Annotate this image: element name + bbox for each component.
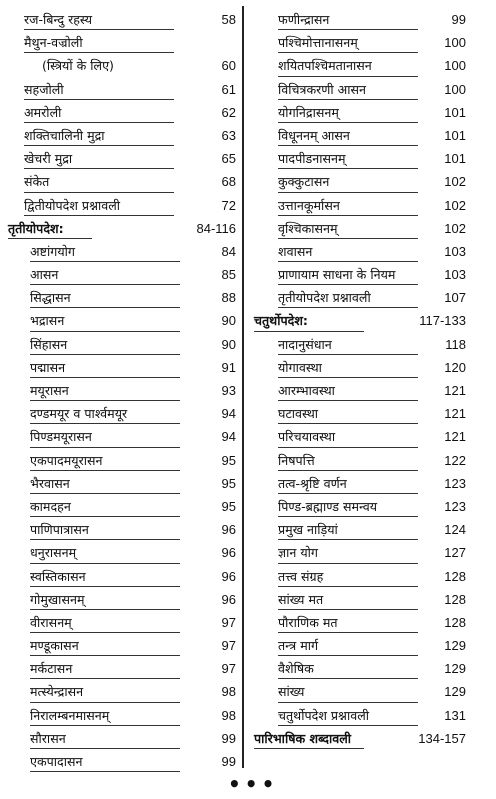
underline-rule [278,632,418,633]
toc-entry [8,240,236,263]
toc-entry [8,750,236,773]
underline-rule [30,678,180,679]
toc-entry-page: 99 [451,12,466,27]
toc-entry-title: पश्चिमोत्तानासनम् [278,35,358,51]
underline-rule [30,493,180,494]
toc-entry [254,425,466,448]
underline-rule [30,725,180,726]
toc-entry [8,263,236,286]
underline-rule [24,168,174,169]
toc-entry-title: सौरासन [30,730,66,746]
toc-entry [8,170,236,193]
toc-entry [8,54,236,77]
continuation-dots: ••• [228,772,279,796]
toc-entry-title: ज्ञान योग [278,545,318,561]
toc-entry [254,449,466,472]
toc-entry [254,170,466,193]
toc-entry [254,541,466,564]
underline-rule [278,470,418,471]
toc-right-column [254,8,466,750]
toc-entry [8,472,236,495]
toc-entry-page: 98 [221,707,236,723]
underline-rule [278,516,418,517]
toc-entry [8,727,236,750]
toc-entry-page: 121 [444,429,466,445]
underline-rule [254,748,364,749]
toc-entry-title: पादपीडनासनम् [278,151,346,167]
toc-entry [8,704,236,727]
toc-entry [254,402,466,425]
underline-rule [24,122,174,123]
toc-entry-page: 129 [444,684,466,700]
toc-entry-title: सांख्य मत [278,591,324,607]
underline-rule [278,168,418,169]
toc-entry-page: 93 [221,383,236,398]
toc-entry-page: 131 [444,707,466,723]
toc-entry-page: 95 [221,498,236,514]
toc-entry-page: 101 [444,127,466,143]
underline-rule [278,76,418,77]
toc-entry-page: 103 [444,267,466,283]
toc-entry-title: तत्त्व संग्रह [278,568,324,584]
toc-entry [8,402,236,425]
underline-rule [278,145,418,146]
toc-entry-page: 100 [444,58,466,74]
toc-entry-page: 101 [444,151,466,167]
underline-rule [24,145,174,146]
toc-entry-page: 84-116 [196,220,236,236]
toc-entry-title: नादानुसंधान [278,336,332,352]
toc-entry-title: भद्रासन [30,313,65,329]
toc-entry-title: सहजोली [24,81,64,97]
toc-entry-title: भैरवासन [30,475,70,491]
toc-entry-page: 97 [221,614,236,630]
underline-rule [30,655,180,656]
toc-entry [254,565,466,588]
toc-entry-page: 97 [221,638,236,654]
toc-entry-page: 95 [221,475,236,491]
toc-entry-page: 100 [444,81,466,97]
toc-entry-title: प्रमुख नाड़ियां [278,522,338,538]
toc-entry [254,240,466,263]
toc-left-column [8,8,236,773]
toc-entry-title: एकपादासन [30,754,83,769]
underline-rule [24,192,174,193]
toc-entry-page: 128 [444,614,466,630]
underline-rule [30,400,180,401]
underline-rule [278,192,418,193]
underline-rule [278,261,418,262]
toc-entry-title: कुक्कुटासन [278,174,330,190]
underline-rule [278,702,418,703]
toc-entry [8,588,236,611]
toc-entry-title: पिण्डमयूरासन [30,429,92,445]
toc-entry-title: अष्टांगयोग [30,243,75,259]
toc-entry [8,101,236,124]
toc-entry [254,194,466,217]
toc-entry [8,309,236,332]
underline-rule [30,748,180,749]
column-divider [242,6,244,768]
underline-rule [24,99,174,100]
toc-entry-title: पाणिपात्रासन [30,522,89,538]
toc-entry-title: योगावस्था [278,359,322,375]
toc-entry-page: 96 [221,568,236,584]
toc-entry-page: 63 [221,127,236,143]
underline-rule [278,99,418,100]
toc-entry-title: खेचरी मुद्रा [24,151,73,167]
toc-entry-title: पद्मासन [30,359,66,375]
toc-entry [254,8,466,31]
underline-rule [278,423,418,424]
toc-entry-title: तत्व-श्रृष्टि वर्णन [278,475,347,491]
underline-rule [24,215,174,216]
toc-entry-title: मयूरासन [30,383,69,398]
toc-entry-title: आरम्भावस्था [278,383,335,398]
toc-entry [8,8,236,31]
underline-rule [278,307,418,308]
toc-entry-title: प्राणायाम साधना के नियम [278,267,396,283]
underline-rule [278,493,418,494]
toc-entry [8,78,236,101]
toc-entry-page: 121 [444,406,466,422]
toc-entry-page: 94 [221,406,236,422]
toc-entry [254,611,466,634]
toc-entry-title: शयितपश्चिमतानासन [278,58,372,74]
toc-entry-page: 99 [221,754,236,769]
toc-entry-title: तृतीयोपदेश: [8,220,64,236]
toc-entry-title: मत्स्येन्द्रासन [30,684,84,700]
toc-entry-title: सिद्धासन [30,290,71,306]
toc-entry [8,495,236,518]
underline-rule [30,632,180,633]
toc-entry [8,565,236,588]
toc-entry [254,54,466,77]
toc-entry [254,704,466,727]
toc-entry-title: मण्डूकासन [30,638,79,654]
toc-entry-title: विचित्रकरणी आसन [278,81,367,97]
underline-rule [30,423,180,424]
toc-entry [254,78,466,101]
toc-entry-title: गोमुखासनम् [30,591,85,607]
toc-entry [254,518,466,541]
toc-entry-title: शवासन [278,243,313,259]
toc-entry [8,657,236,680]
toc-entry [8,425,236,448]
toc-entry-title: तृतीयोपदेश प्रश्नावली [278,290,371,306]
underline-rule [30,377,180,378]
toc-entry-page: 65 [221,151,236,167]
toc-entry-page: 117-133 [419,313,466,329]
toc-entry-page: 134-157 [418,730,466,746]
underline-rule [278,29,418,30]
toc-entry-title: धनुरासनम् [30,545,77,561]
toc-section-heading [8,217,236,240]
underline-rule [30,307,180,308]
toc-entry-title: पौराणिक मत [278,614,338,630]
toc-entry [8,31,236,54]
underline-rule [278,678,418,679]
toc-entry-title: चतुर्थोपदेश प्रश्नावली [278,707,370,723]
toc-entry-page: 91 [221,359,236,375]
underline-rule [278,725,418,726]
toc-entry-page: 94 [221,429,236,445]
toc-entry-title: उत्तानकूर्मासन [278,197,340,213]
toc-entry [254,124,466,147]
underline-rule [278,238,418,239]
toc-entry [8,541,236,564]
toc-entry-page: 127 [444,545,466,561]
toc-entry-page: 72 [221,197,236,213]
toc-entry [8,634,236,657]
toc-entry-title: निषपत्ति [278,452,315,468]
underline-rule [24,52,174,53]
underline-rule [30,609,180,610]
toc-entry-page: 102 [444,197,466,213]
toc-entry [8,147,236,170]
toc-entry-page: 60 [221,58,236,74]
toc-entry [8,194,236,217]
toc-entry-page: 129 [444,661,466,677]
toc-entry-title: चतुर्थोपदेश: [254,313,308,329]
toc-entry-page: 107 [444,290,466,306]
toc-entry-title: द्वितीयोपदेश प्रश्नावली [24,197,121,213]
toc-entry-page: 121 [444,383,466,398]
toc-entry-title: शक्तिचालिनी मुद्रा [24,127,105,143]
toc-entry-title: वीरासनम् [30,614,72,630]
toc-entry-page: 68 [221,174,236,190]
toc-entry [254,147,466,170]
toc-entry-title: रज-बिन्दु रहस्य [24,12,93,27]
underline-rule [278,447,418,448]
toc-entry [254,680,466,703]
toc-entry [8,286,236,309]
toc-entry [8,449,236,472]
toc-entry [254,217,466,240]
underline-rule [278,586,418,587]
toc-entry-title: वृश्चिकासनम् [278,220,338,236]
toc-entry-page: 97 [221,661,236,677]
toc-entry-page: 102 [444,220,466,236]
toc-entry-page: 96 [221,591,236,607]
underline-rule [30,771,180,772]
toc-entry [254,634,466,657]
toc-entry [8,379,236,402]
toc-entry-title: घटावस्था [278,406,319,422]
toc-entry [254,286,466,309]
toc-entry-page: 96 [221,545,236,561]
underline-rule [30,702,180,703]
toc-entry-title: स्वस्तिकासन [30,568,86,584]
toc-entry-title: विधूननम् आसन [278,127,350,143]
underline-rule [8,238,92,239]
underline-rule [30,539,180,540]
toc-entry-title: परिचयावस्था [278,429,336,445]
toc-entry-title: संकेत [24,174,50,190]
toc-entry [254,356,466,379]
toc-entry-page: 101 [444,104,466,120]
toc-entry [254,263,466,286]
underline-rule [24,29,174,30]
toc-entry-page: 102 [444,174,466,190]
toc-entry-page: 122 [444,452,466,468]
toc-entry-title: फणीन्द्रासन [278,12,330,27]
toc-entry [254,495,466,518]
toc-entry-page: 62 [221,104,236,120]
toc-entry [254,588,466,611]
underline-rule [30,563,180,564]
toc-entry-title: एकपादमयूरासन [30,452,103,468]
underline-rule [254,331,364,332]
toc-entry-page: 88 [221,290,236,306]
toc-entry-title: पारिभाषिक शब्दावली [254,730,352,746]
toc-entry-page: 123 [444,498,466,514]
underline-rule [30,586,180,587]
toc-entry [8,356,236,379]
toc-entry-title: सांख्य [278,684,305,700]
underline-rule [278,400,418,401]
toc-entry-title: सिंहासन [30,336,68,352]
toc-entry-page: 103 [444,243,466,259]
toc-entry-page: 129 [444,638,466,654]
underline-rule [30,261,180,262]
toc-entry-page: 61 [221,81,236,97]
toc-entry-page: 118 [445,336,466,352]
toc-entry [8,333,236,356]
toc-entry [8,124,236,147]
underline-rule [278,377,418,378]
underline-rule [30,331,180,332]
toc-entry-page: 90 [221,313,236,329]
toc-entry [254,333,466,356]
toc-entry-title: तन्त्र मार्ग [278,638,319,654]
toc-entry-page: 100 [444,35,466,51]
toc-entry-page: 84 [221,243,236,259]
toc-entry [254,657,466,680]
toc-entry [8,611,236,634]
toc-entry-page: 85 [221,267,236,283]
toc-entry [8,518,236,541]
underline-rule [30,470,180,471]
toc-entry-page: 120 [444,359,466,375]
toc-entry-title: दण्डमयूर व पार्श्वमयूर [30,406,128,422]
underline-rule [278,122,418,123]
toc-entry-title: निरालम्बनमासनम् [30,707,110,723]
toc-entry-title: (स्त्रियों के लिए) [42,58,114,74]
underline-rule [278,284,418,285]
toc-section-heading [254,727,466,750]
toc-entry-page: 90 [221,336,236,352]
toc-entry-title: पिण्ड-ब्रह्माण्ड समन्वय [278,498,378,514]
toc-entry-page: 123 [444,475,466,491]
toc-entry-page: 124 [444,522,466,538]
toc-entry-page: 128 [444,591,466,607]
underline-rule [278,539,418,540]
toc-entry-title: आसन [30,267,59,283]
toc-entry [8,680,236,703]
underline-rule [30,354,180,355]
underline-rule [278,354,418,355]
toc-entry-page: 96 [221,522,236,538]
toc-entry-title: अमरोली [24,104,62,120]
toc-entry-title: मैथुन-वज्रोली [24,35,83,51]
underline-rule [30,447,180,448]
toc-entry [254,472,466,495]
underline-rule [278,609,418,610]
underline-rule [278,655,418,656]
toc-entry-page: 95 [221,452,236,468]
toc-entry-title: कामदहन [30,498,71,514]
underline-rule [278,215,418,216]
toc-entry [254,31,466,54]
toc-entry-page: 128 [444,568,466,584]
toc-entry-title: मर्कटासन [30,661,73,677]
toc-entry-page: 98 [221,684,236,700]
underline-rule [278,52,418,53]
underline-rule [30,284,180,285]
toc-entry-title: योगनिद्रासनम् [278,104,339,120]
underline-rule [30,516,180,517]
toc-entry-page: 58 [221,12,236,27]
toc-section-heading [254,309,466,332]
toc-entry-page: 99 [221,730,236,746]
toc-entry-title: वैशेषिक [278,661,314,677]
toc-entry [254,379,466,402]
toc-entry [254,101,466,124]
underline-rule [278,563,418,564]
